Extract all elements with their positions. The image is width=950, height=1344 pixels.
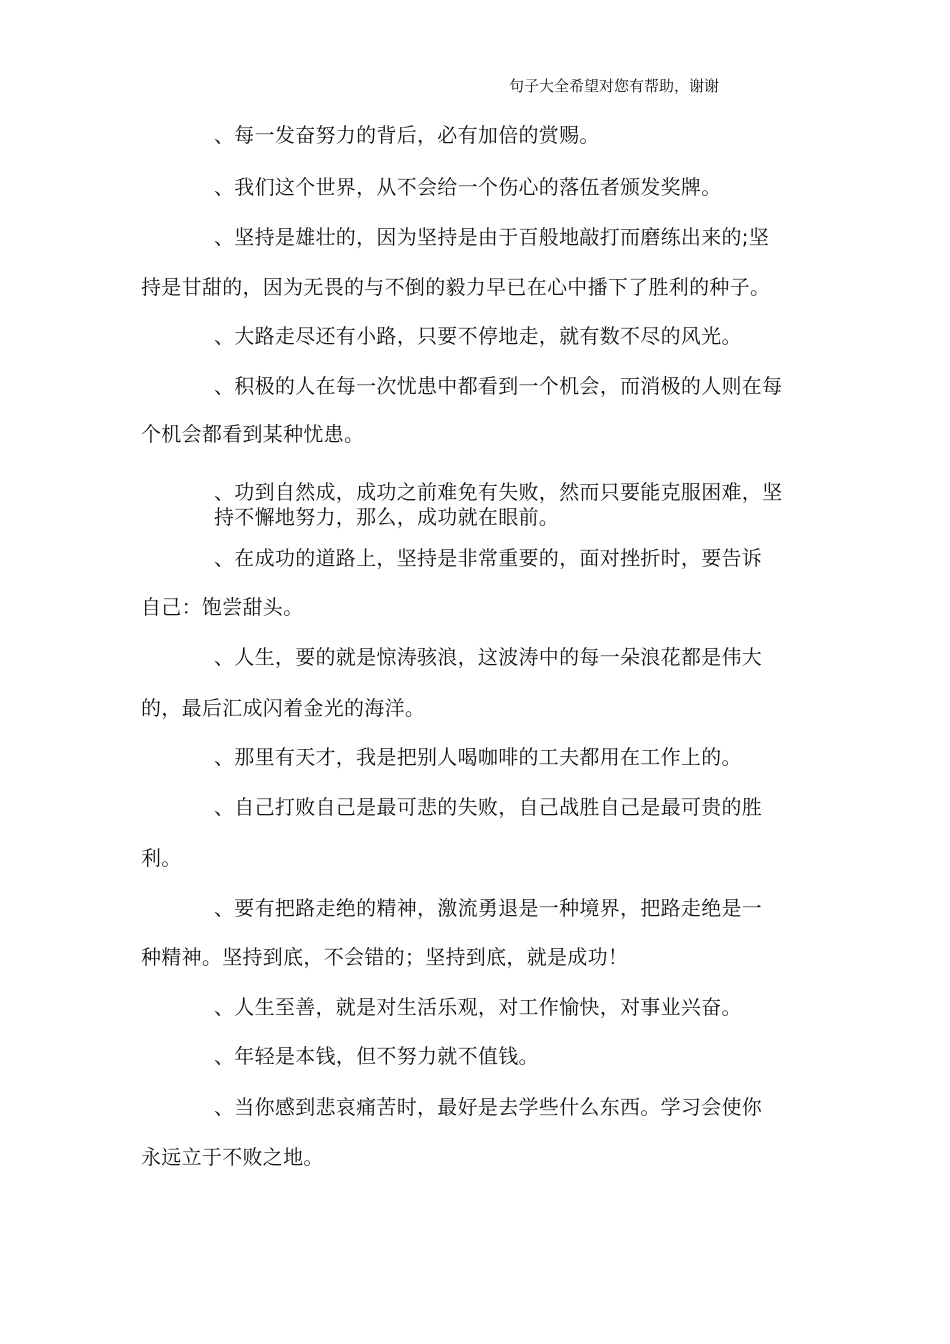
quote-line-7-cont: 自己：饱尝甜头。 [141,595,304,619]
quote-line-5: 、积极的人在每一次忧患中都看到一个机会，而消极的人则在每 [214,374,783,398]
quote-line-10-cont: 利。 [141,846,182,870]
quote-line-14-cont: 永远立于不败之地。 [141,1145,324,1169]
quote-line-8: 、人生，要的就是惊涛骇浪，这波涛中的每一朵浪花都是伟大 [214,645,763,669]
quote-line-6-cont: 持不懈地努力，那么，成功就在眼前。 [214,505,560,529]
quote-line-4: 、大路走尽还有小路，只要不停地走，就有数不尽的风光。 [214,324,742,348]
quote-line-3-cont: 持是甘甜的，因为无畏的与不倒的毅力早已在心中播下了胜利的种子。 [141,275,771,299]
quote-line-11-cont: 种精神。坚持到底，不会错的；坚持到底，就是成功！ [141,945,629,969]
quote-line-11: 、要有把路走绝的精神，激流勇退是一种境界，把路走绝是一 [214,896,763,920]
quote-line-14: 、当你感到悲哀痛苦时，最好是去学些什么东西。学习会使你 [214,1095,763,1119]
quote-line-1: 、每一发奋努力的背后，必有加倍的赏赐。 [214,123,600,147]
quote-line-7: 、在成功的道路上，坚持是非常重要的，面对挫折时，要告诉 [214,546,763,570]
quote-line-9: 、那里有天才，我是把别人喝咖啡的工夫都用在工作上的。 [214,745,742,769]
quote-line-13: 、年轻是本钱，但不努力就不值钱。 [214,1044,539,1068]
quote-line-10: 、自己打败自己是最可悲的失败，自己战胜自己是最可贵的胜 [214,795,763,819]
quote-line-3: 、坚持是雄壮的，因为坚持是由于百般地敲打而磨练出来的;坚 [214,225,770,249]
quote-line-8-cont: 的，最后汇成闪着金光的海洋。 [141,696,426,720]
quote-line-2: 、我们这个世界，从不会给一个伤心的落伍者颁发奖牌。 [214,175,722,199]
page-header: 句子大全希望对您有帮助，谢谢 [509,77,720,95]
quote-line-12: 、人生至善，就是对生活乐观，对工作愉快，对事业兴奋。 [214,995,742,1019]
quote-line-5-cont: 个机会都看到某种忧患。 [141,422,365,446]
quote-line-6: 、功到自然成，成功之前难免有失败，然而只要能克服困难，坚 [214,480,783,504]
